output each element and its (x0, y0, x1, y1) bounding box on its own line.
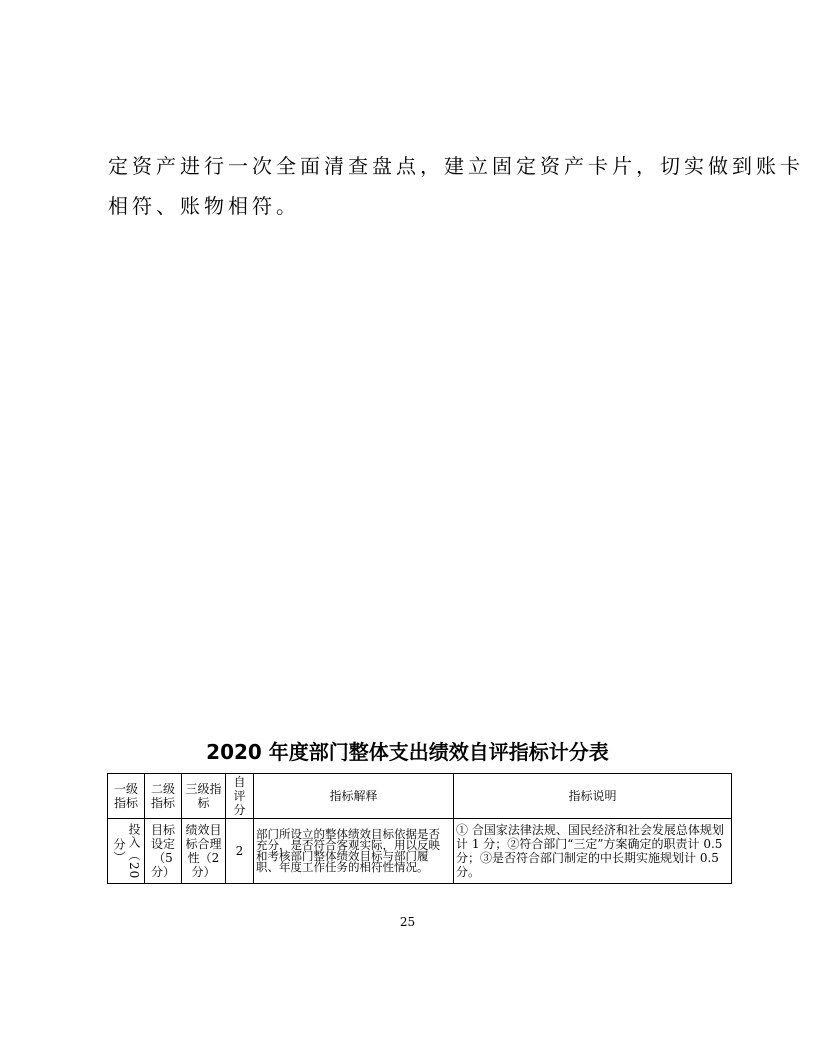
cell-description: ① 合国家法律法规、国民经济和社会发展总体规划计 1 分；②符合部门“三定”方案确定的职责计 0.5 分；③是否符合部门制定的中长期实施规划计 0.5 分。 (454, 819, 732, 884)
body-line-2: 相符、账物相符。 (108, 194, 300, 218)
table-row (108, 819, 732, 884)
cell-explanation: 部门所设立的整体绩效目标依据是否充分，是否符合客观实际，用以反映和考核部门整体绩效目标与部门履职、年度工作任务的相符性情况。 (254, 819, 454, 884)
header-explanation: 指标解释 (254, 774, 454, 819)
cell-self-score: 2 (226, 819, 254, 884)
body-paragraph (108, 146, 804, 226)
table-title: 2020 年度部门整体支出绩效自评指标计分表 (206, 740, 609, 764)
header-level3: 三级指标 (182, 774, 226, 819)
header-level2: 二级指标 (145, 774, 182, 819)
header-self-score: 自评分 (226, 774, 254, 819)
cell-level2: 目标设定（5分） (145, 819, 182, 884)
score-table (107, 773, 732, 884)
table-header-row (108, 774, 732, 819)
cell-level1 (108, 819, 145, 884)
page-number: 25 (399, 915, 416, 929)
body-line-1: 定资产进行一次全面清查盘点，建立固定资产卡片，切实做到账卡 (108, 154, 804, 178)
header-description: 指标说明 (454, 774, 732, 819)
cell-level3: 绩效目标合理性（2分） (182, 819, 226, 884)
level1-vertical-text: 投入（20分） (112, 822, 141, 880)
header-level1: 一级指标 (108, 774, 145, 819)
